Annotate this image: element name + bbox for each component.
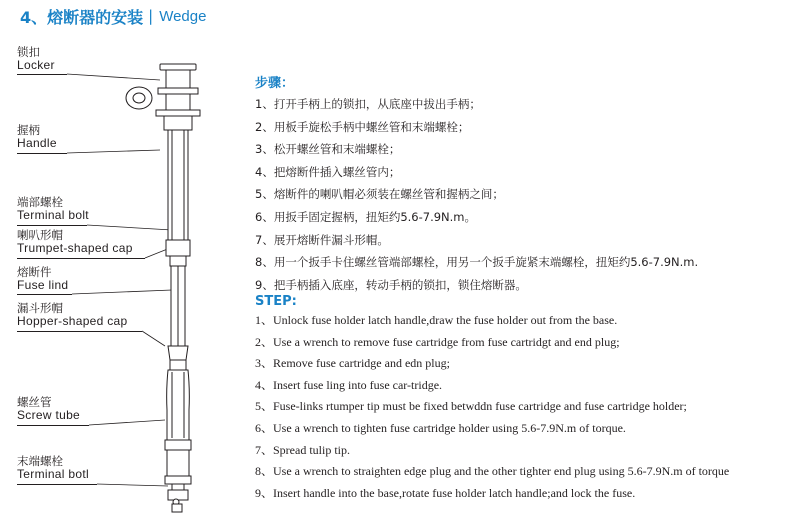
step-zh-item: 1、打开手柄上的锁扣，从底座中拔出手柄； (255, 97, 481, 111)
label-terminal-bolt-end: 末端螺栓 Terminal botl (17, 454, 89, 481)
step-zh-item: 8、用一个扳手卡住螺丝管端部螺栓，用另一个扳手旋紧末端螺栓，扭矩约5.6-7.9N.m. (255, 255, 699, 270)
step-zh-item: 5、熔断件的喇叭帽必须装在螺丝管和握柄之间； (255, 187, 504, 202)
screw-tube-body (167, 370, 190, 440)
label-hopper-cap: 漏斗形帽 Hopper-shaped cap (17, 301, 128, 328)
step-en-item: 4、Insert fuse ling into fuse car-tridge. (255, 377, 443, 392)
step-zh-item: 9、把手柄插入底座，转动手柄的锁扣，锁住熔断器。 (255, 277, 527, 292)
header-title-en: Wedge (159, 7, 207, 25)
header-title-zh: 4、熔断器的安装 (20, 7, 144, 27)
steps-zh-title: 步骤： (255, 76, 295, 91)
step-zh-item: 6、用扳手固定握柄，扭矩约5.6-7.9N.m。 (255, 209, 477, 224)
step-en-item: 1、Unlock fuse holder latch handle,draw the fuse holder out from the base. (255, 313, 618, 327)
step-zh-item: 7、展开熔断件漏斗形帽。 (255, 232, 389, 247)
label-terminal-bolt: 端部螺栓 Terminal bolt (17, 195, 89, 222)
label-locker: 锁扣 Locker (17, 45, 55, 72)
step-zh-item: 2、用板手旋松手柄中螺丝管和末端螺栓； (255, 119, 470, 134)
step-en-item: 3、Remove fuse cartridge and edn plug; (255, 356, 450, 371)
header-separator: | (148, 7, 154, 25)
label-handle: 握柄 Handle (17, 123, 57, 150)
handle-body (168, 130, 188, 240)
step-zh-item: 3、松开螺丝管和末端螺栓； (255, 142, 401, 157)
label-fuse-link: 熔断件 Fuse lind (17, 265, 69, 292)
fuse-drawing (110, 60, 220, 520)
step-en-item: 2、Use a wrench to remove fuse cartridge from fuse cartridgt and end plug; (255, 334, 620, 349)
step-en-item: 5、Fuse-links rtumper tip must be fixed betwddn fuse cartridge and fuse cartridge holder; (255, 399, 687, 414)
label-screw-tube: 螺丝管 Screw tube (17, 395, 81, 422)
step-en-item: 9、Insert handle into the base,rotate fuse holder latch handle;and lock the fuse. (255, 485, 636, 500)
label-trumpet-cap: 喇叭形帽 Trumpet-shaped cap (17, 228, 133, 255)
steps-en-title: STEP: (255, 294, 297, 309)
steps-zh-list (255, 93, 698, 296)
step-en-item: 6、Use a wrench to tighten fuse cartridge holder using 5.6-7.9N.m of torque. (255, 420, 626, 435)
step-zh-item: 4、把熔断件插入螺丝管内； (255, 164, 401, 179)
step-en-item: 8、Use a wrench to straighten edge plug and the other tighter end plug using 5.6-7.9N.m of torque (255, 464, 730, 479)
step-en-item: 7、Spread tulip tip. (255, 442, 350, 457)
steps-en-list (255, 310, 729, 504)
